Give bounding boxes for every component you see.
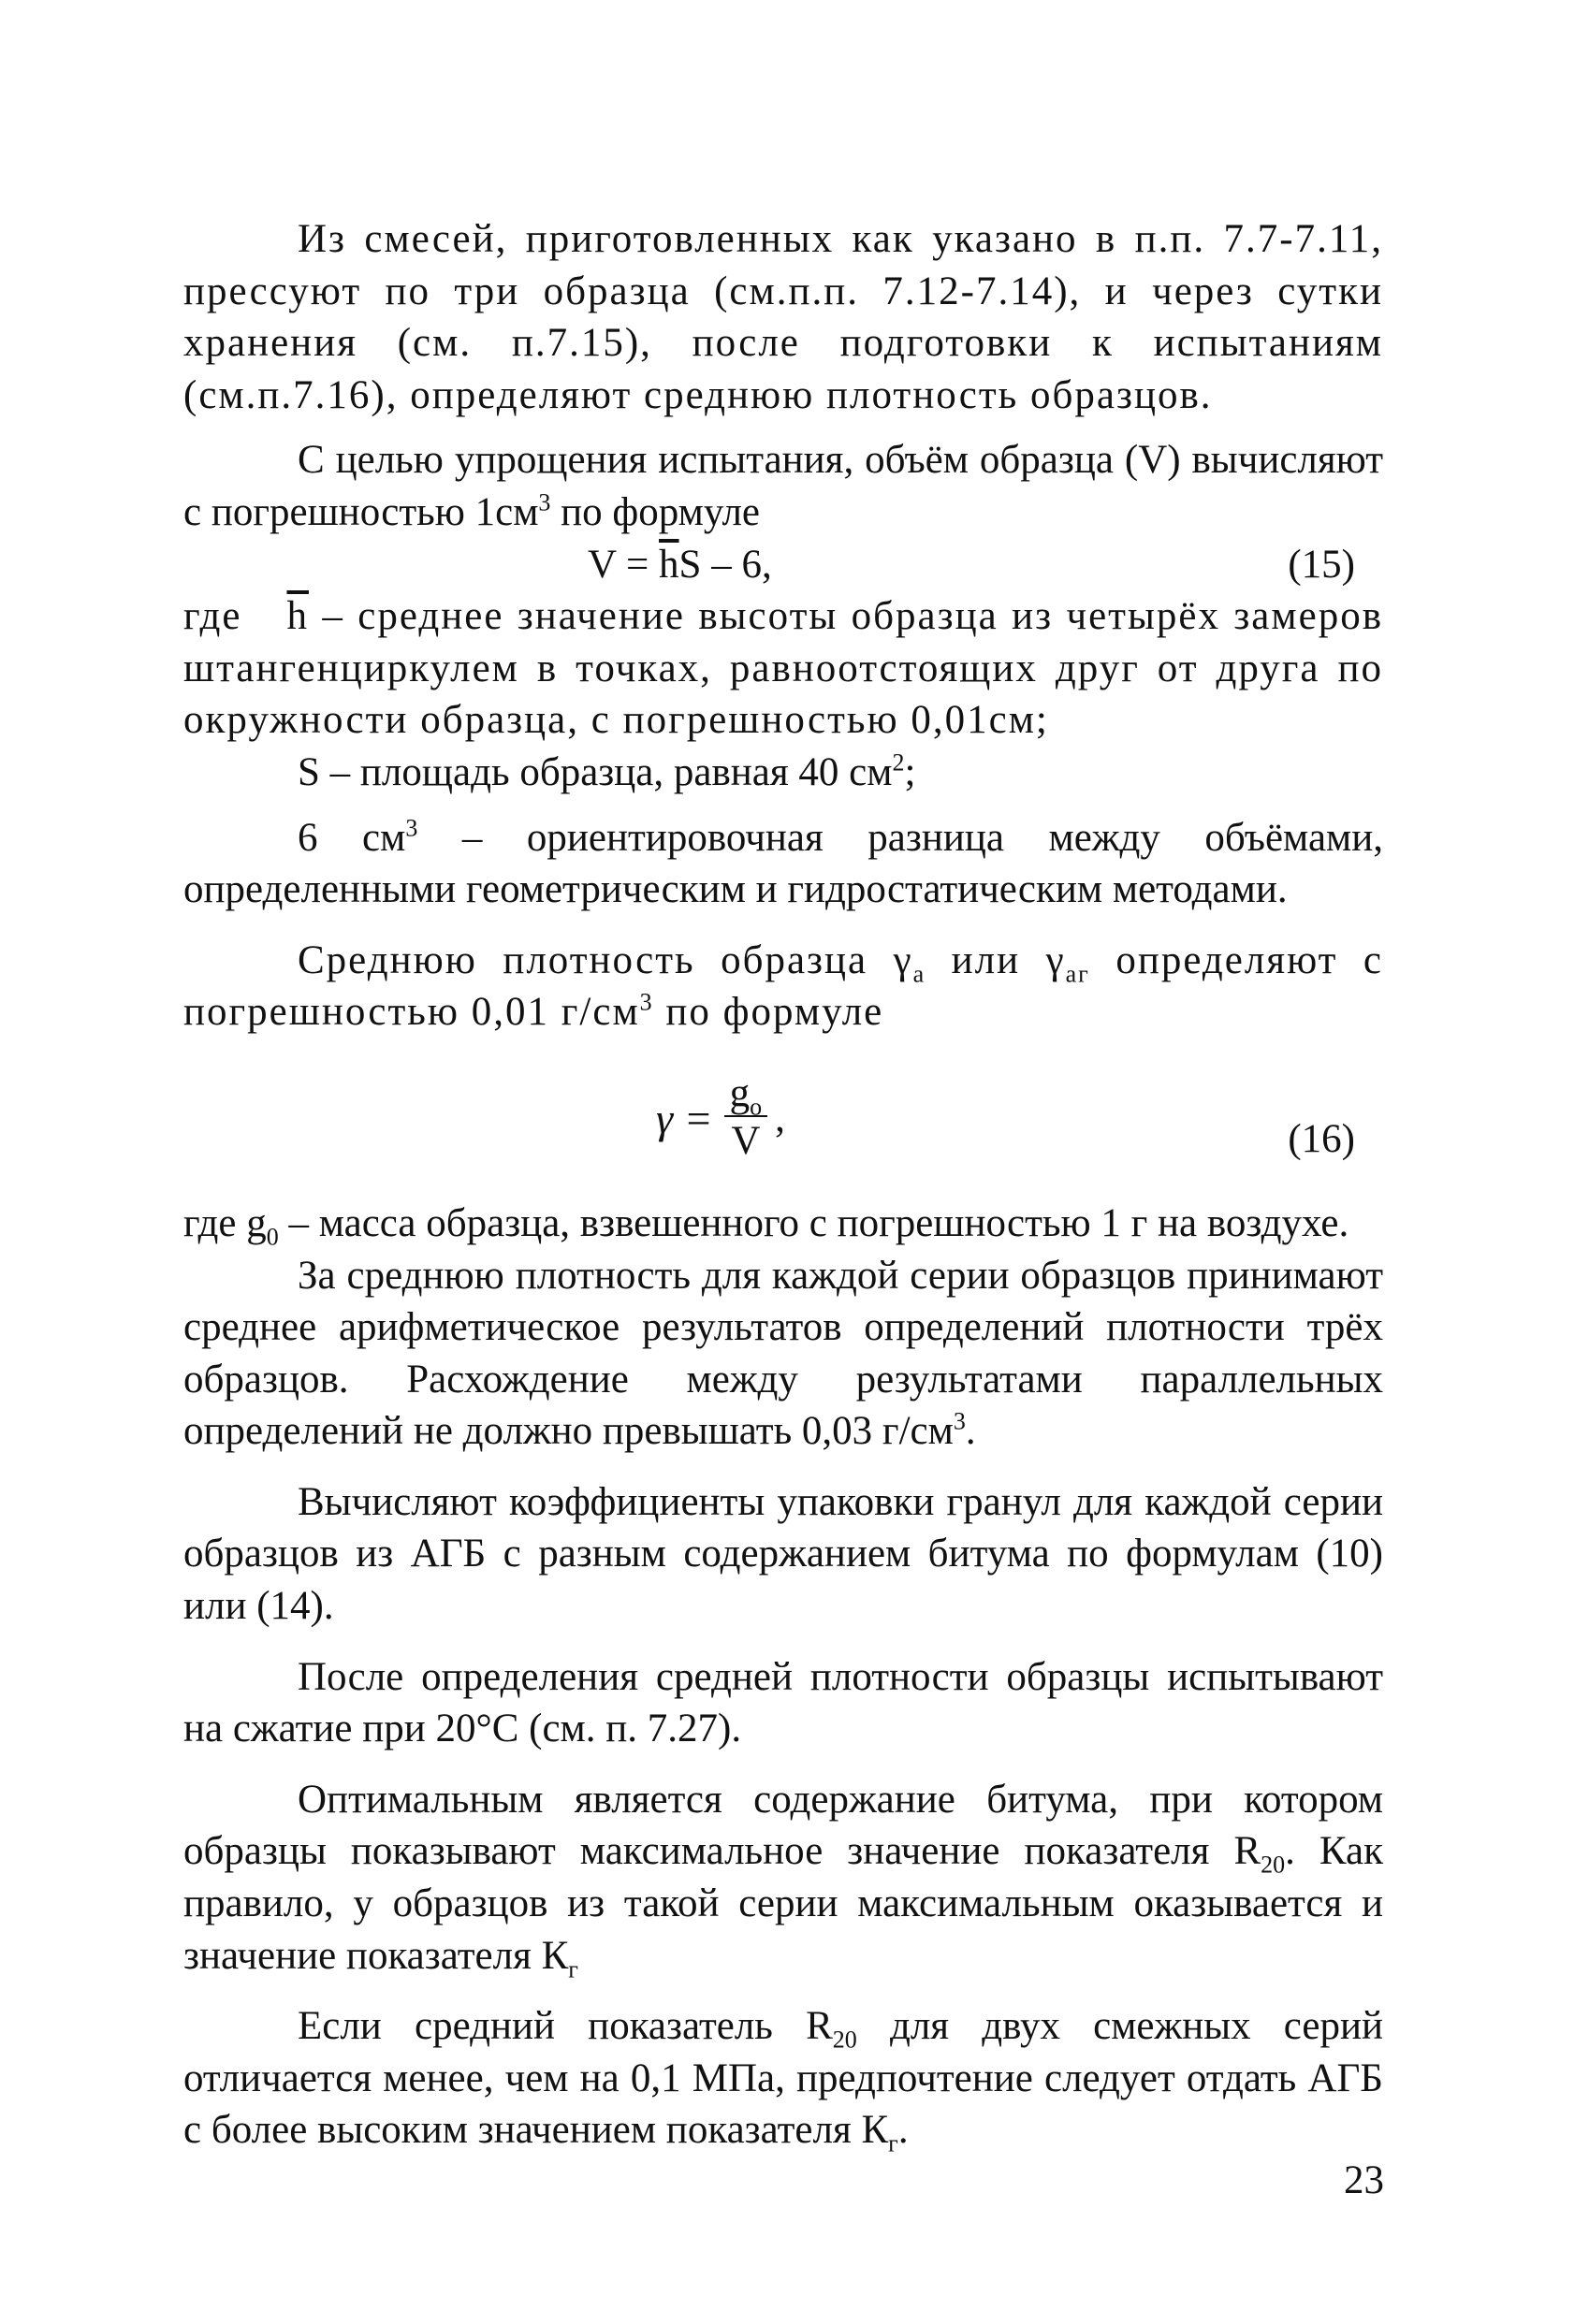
where-s-sup: 2 [892,748,905,777]
formula-16-numerator [724,1070,768,1121]
paragraph-4 [183,1198,1383,1250]
where-6-sup: 3 [405,814,418,842]
formula-15-expression [588,539,772,591]
page-body [183,213,1383,2157]
formula-16-fraction [724,1072,768,1166]
paragraph-2 [183,434,1383,538]
p3-sub-a: а [912,960,926,988]
paragraph-5 [183,1250,1383,1458]
p5-sup: 3 [953,1407,966,1435]
p3-sup: 3 [639,988,654,1016]
formula-15 [183,539,1383,591]
where-h-text: – среднее значение высоты образца из четырёх замеров штангенциркулем в точках, равноотстоящих друг от друга по окружности образца, с погрешностью 0,01см; [183,594,1383,743]
paragraph-8 [183,1774,1383,1982]
where-h-lead: где [183,594,242,639]
formula-16-comma: , [775,1097,785,1141]
p9-sub-20: 20 [832,2026,857,2054]
p8-sub-20: 20 [1261,1852,1286,1880]
p9-text-a: Если средний показатель R [298,2004,833,2049]
p4-text-a: где g [183,1200,267,1245]
paragraph-9 [183,2000,1383,2157]
p3-text-b: или γ [926,937,1066,982]
p8-text-a: Оптимальным является содержание битума, при котором образцы показывают максимальное значение показателя R [183,1777,1383,1874]
where-6-text-a: 6 см [298,815,406,860]
p5-text-a: За среднюю плотность для каждой серии образцов принимают среднее арифметическое результатов определений плотности трёх образцов. Расхождение между результатами параллельных определений не должно превышать 0,03 г/см [183,1253,1383,1454]
formula-16-gamma: γ = [656,1095,713,1143]
p3-text-d: по формуле [653,990,884,1035]
page-number: 23 [1344,2158,1384,2202]
formula-15-left: V = [588,542,660,587]
p5-text-b: . [965,1409,976,1454]
p4-text-b: – масса образца, взвешенного с погрешностью 1 г на воздухе. [278,1200,1349,1245]
formula-16 [183,1052,1383,1198]
paragraph-3 [183,935,1383,1039]
formula-15-h: $\overline{h}$ [659,542,679,587]
formula-16-denominator: V [731,1118,761,1163]
formula-15-number: (15) [1288,542,1355,587]
p8-sub-g: г [568,1955,578,1983]
where-s-text: S – площадь образца, равная 40 см [298,749,893,794]
formula-16-g: g [729,1070,751,1115]
p3-text-c: определяют с погрешностью 0,01 г/см [183,937,1384,1035]
p8-text-b: . Как правило, у образцов из такой серии максимальным оказывается и значение показателя К [183,1829,1384,1978]
p9-text-c: . [897,2108,909,2153]
formula-16-number: (16) [1288,1116,1355,1161]
p9-sub-g: г [888,2130,898,2157]
formula-15-right: S – 6, [678,542,772,587]
where-s-end: ; [904,749,916,794]
formula-16-g-sub: o [750,1093,763,1121]
p2-text-a: С целью упрощения испытания, объём образца (V) вычисляют с погрешностью 1см [183,438,1383,534]
paragraph-6: Вычисляют коэффициенты упаковки гранул для каждой серии образцов из АГБ с разным содержанием битума по формулам (10) или (14). [183,1479,1383,1629]
p9-text-b: для двух смежных серий отличается менее, чем на 0,1 МПа, предпочтение следует отдать АГБ с более высоким значением показателя К [183,2004,1383,2153]
where-h-symbol: $\overline{h}$ [286,594,309,639]
formula-16-expression [656,1072,785,1166]
p4-sub: 0 [266,1223,279,1251]
paragraph-1: Из смесей, приготовленных как указано в п.п. 7.7-7.11, прессуют по три образца (см.п.п. 7.12-7.14), и через сутки хранения (см. п.7.15), после подготовки к испытаниям (см.п.7.16), определяют среднюю плотность образцов. [183,217,1383,417]
paragraph-7: После определения средней плотности образцы испытывают на сжатие при 20°С (см. п. 7.27). [183,1654,1383,1751]
where-6 [183,812,1383,916]
p3-sub-ag: аг [1065,960,1090,988]
p3-text-a: Среднюю плотность образца γ [298,937,913,982]
p2-sup: 3 [538,488,551,516]
p2-text-b: по формуле [550,489,761,534]
where-6-text-b: – ориентировочная разница между объёмами, определенными геометрическим и гидростатическим методами. [183,815,1384,912]
where-h [183,590,1383,747]
where-s [183,747,1383,799]
